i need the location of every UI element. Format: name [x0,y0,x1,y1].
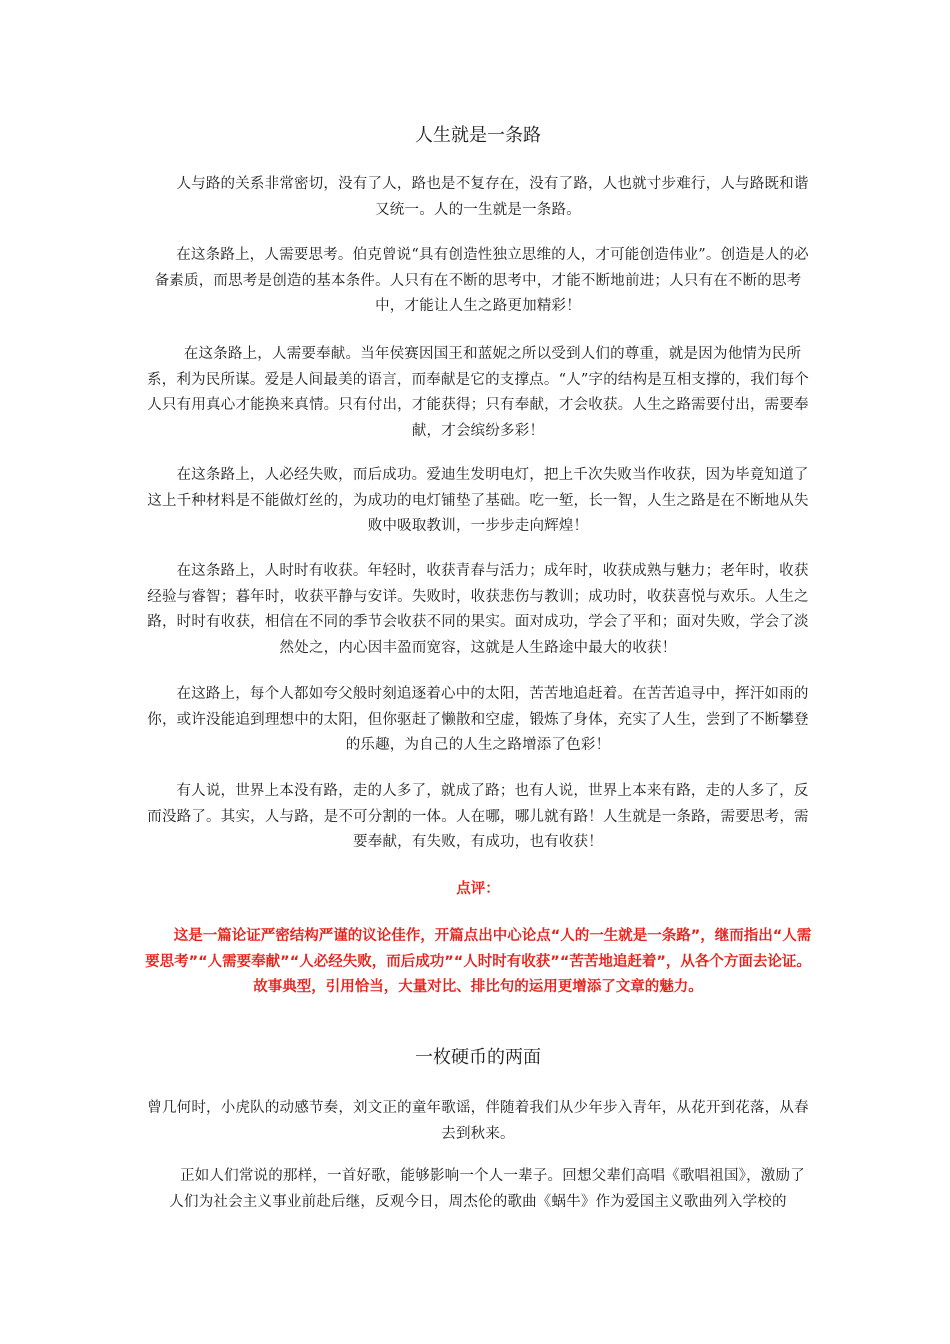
paragraph: 在这条路上，人时时有收获。年轻时，收获青春与活力；成年时，收获成熟与魅力；老年时，收获经验与睿智；暮年时，收获平静与安详。失败时，收获悲伤与教训；成功时，收获喜悦与欢乐。人生之路，时时有收获，相信在不同的季节会收获不同的果实。面对成功，学会了平和；面对失败，学会了淡然处之，内心因丰盈而宽容，这就是人生路途中最大的收获！ [147,563,809,656]
comment-heading: 点评： [456,881,500,897]
paragraph: 曾几何时，小虎队的动感节奏，刘文正的童年歌谣，伴随着我们从少年步入青年，从花开到花落，从春去到秋来。 [147,1100,809,1142]
comment-text: 这是一篇论证严密结构严谨的议论佳作，开篇点出中心论点“人的一生就是一条路”，继而指出“人需要思考”“人需要奉献”“人必经失败，而后成功”“人时时有收获”“苦苦地追赶着”，从各个方面去论证。故事典型，引用恰当，大量对比、排比句的运用更增添了文章的魅力。 [145,928,812,995]
paragraph: 正如人们常说的那样，一首好歌，能够影响一个人一辈子。回想父辈们高唱《歌唱祖国》，激励了人们为社会主义事业前赴后继，反观今日，周杰伦的歌曲《蜗牛》作为爱国主义歌曲列入学校的 [169,1168,805,1210]
paragraph: 在这路上，每个人都如夸父般时刻追逐着心中的太阳，苦苦地追赶着。在苦苦追寻中，挥汗如雨的你，或许没能追到理想中的太阳，但你驱赶了懒散和空虚，锻炼了身体，充实了人生，尝到了不断攀登的乐趣，为自己的人生之路增添了色彩！ [147,686,809,753]
paragraph: 在这条路上，人需要奉献。当年侯赛因国王和蓝妮之所以受到人们的尊重，就是因为他情为民所系，利为民所谋。爱是人间最美的语言，而奉献是它的支撑点。“人”字的结构是互相支撑的，我们每个人只有用真心才能换来真情。只有付出，才能获得；只有奉献，才会收获。人生之路需要付出，需要奉献，才会缤纷多彩！ [146,346,810,439]
paragraph: 人与路的关系非常密切，没有了人，路也是不复存在，没有了路，人也就寸步难行，人与路既和谐又统一。人的一生就是一条路。 [176,176,809,218]
paragraph: 在这条路上，人需要思考。伯克曾说“具有创造性独立思维的人，才可能创造伟业”。创造是人的必备素质，而思考是创造的基本条件。人只有在不断的思考中，才能不断地前进；人只有在不断的思考中，才能让人生之路更加精彩！ [154,247,809,314]
article-title: 一枚硬币的两面 [415,1047,541,1068]
paragraph: 有人说，世界上本没有路，走的人多了，就成了路；也有人说，世界上本来有路，走的人多了，反而没路了。其实，人与路，是不可分割的一体。人在哪，哪儿就有路！人生就是一条路，需要思考，需要奉献，有失败，有成功，也有收获！ [147,783,809,850]
paragraph: 在这条路上，人必经失败，而后成功。爱迪生发明电灯，把上千次失败当作收获，因为毕竟知道了这上千种材料是不能做灯丝的，为成功的电灯铺垫了基础。吃一堑，长一智，人生之路是在不断地从失败中吸取教训，一步步走向辉煌！ [147,467,809,534]
article-title: 人生就是一条路 [415,125,541,146]
